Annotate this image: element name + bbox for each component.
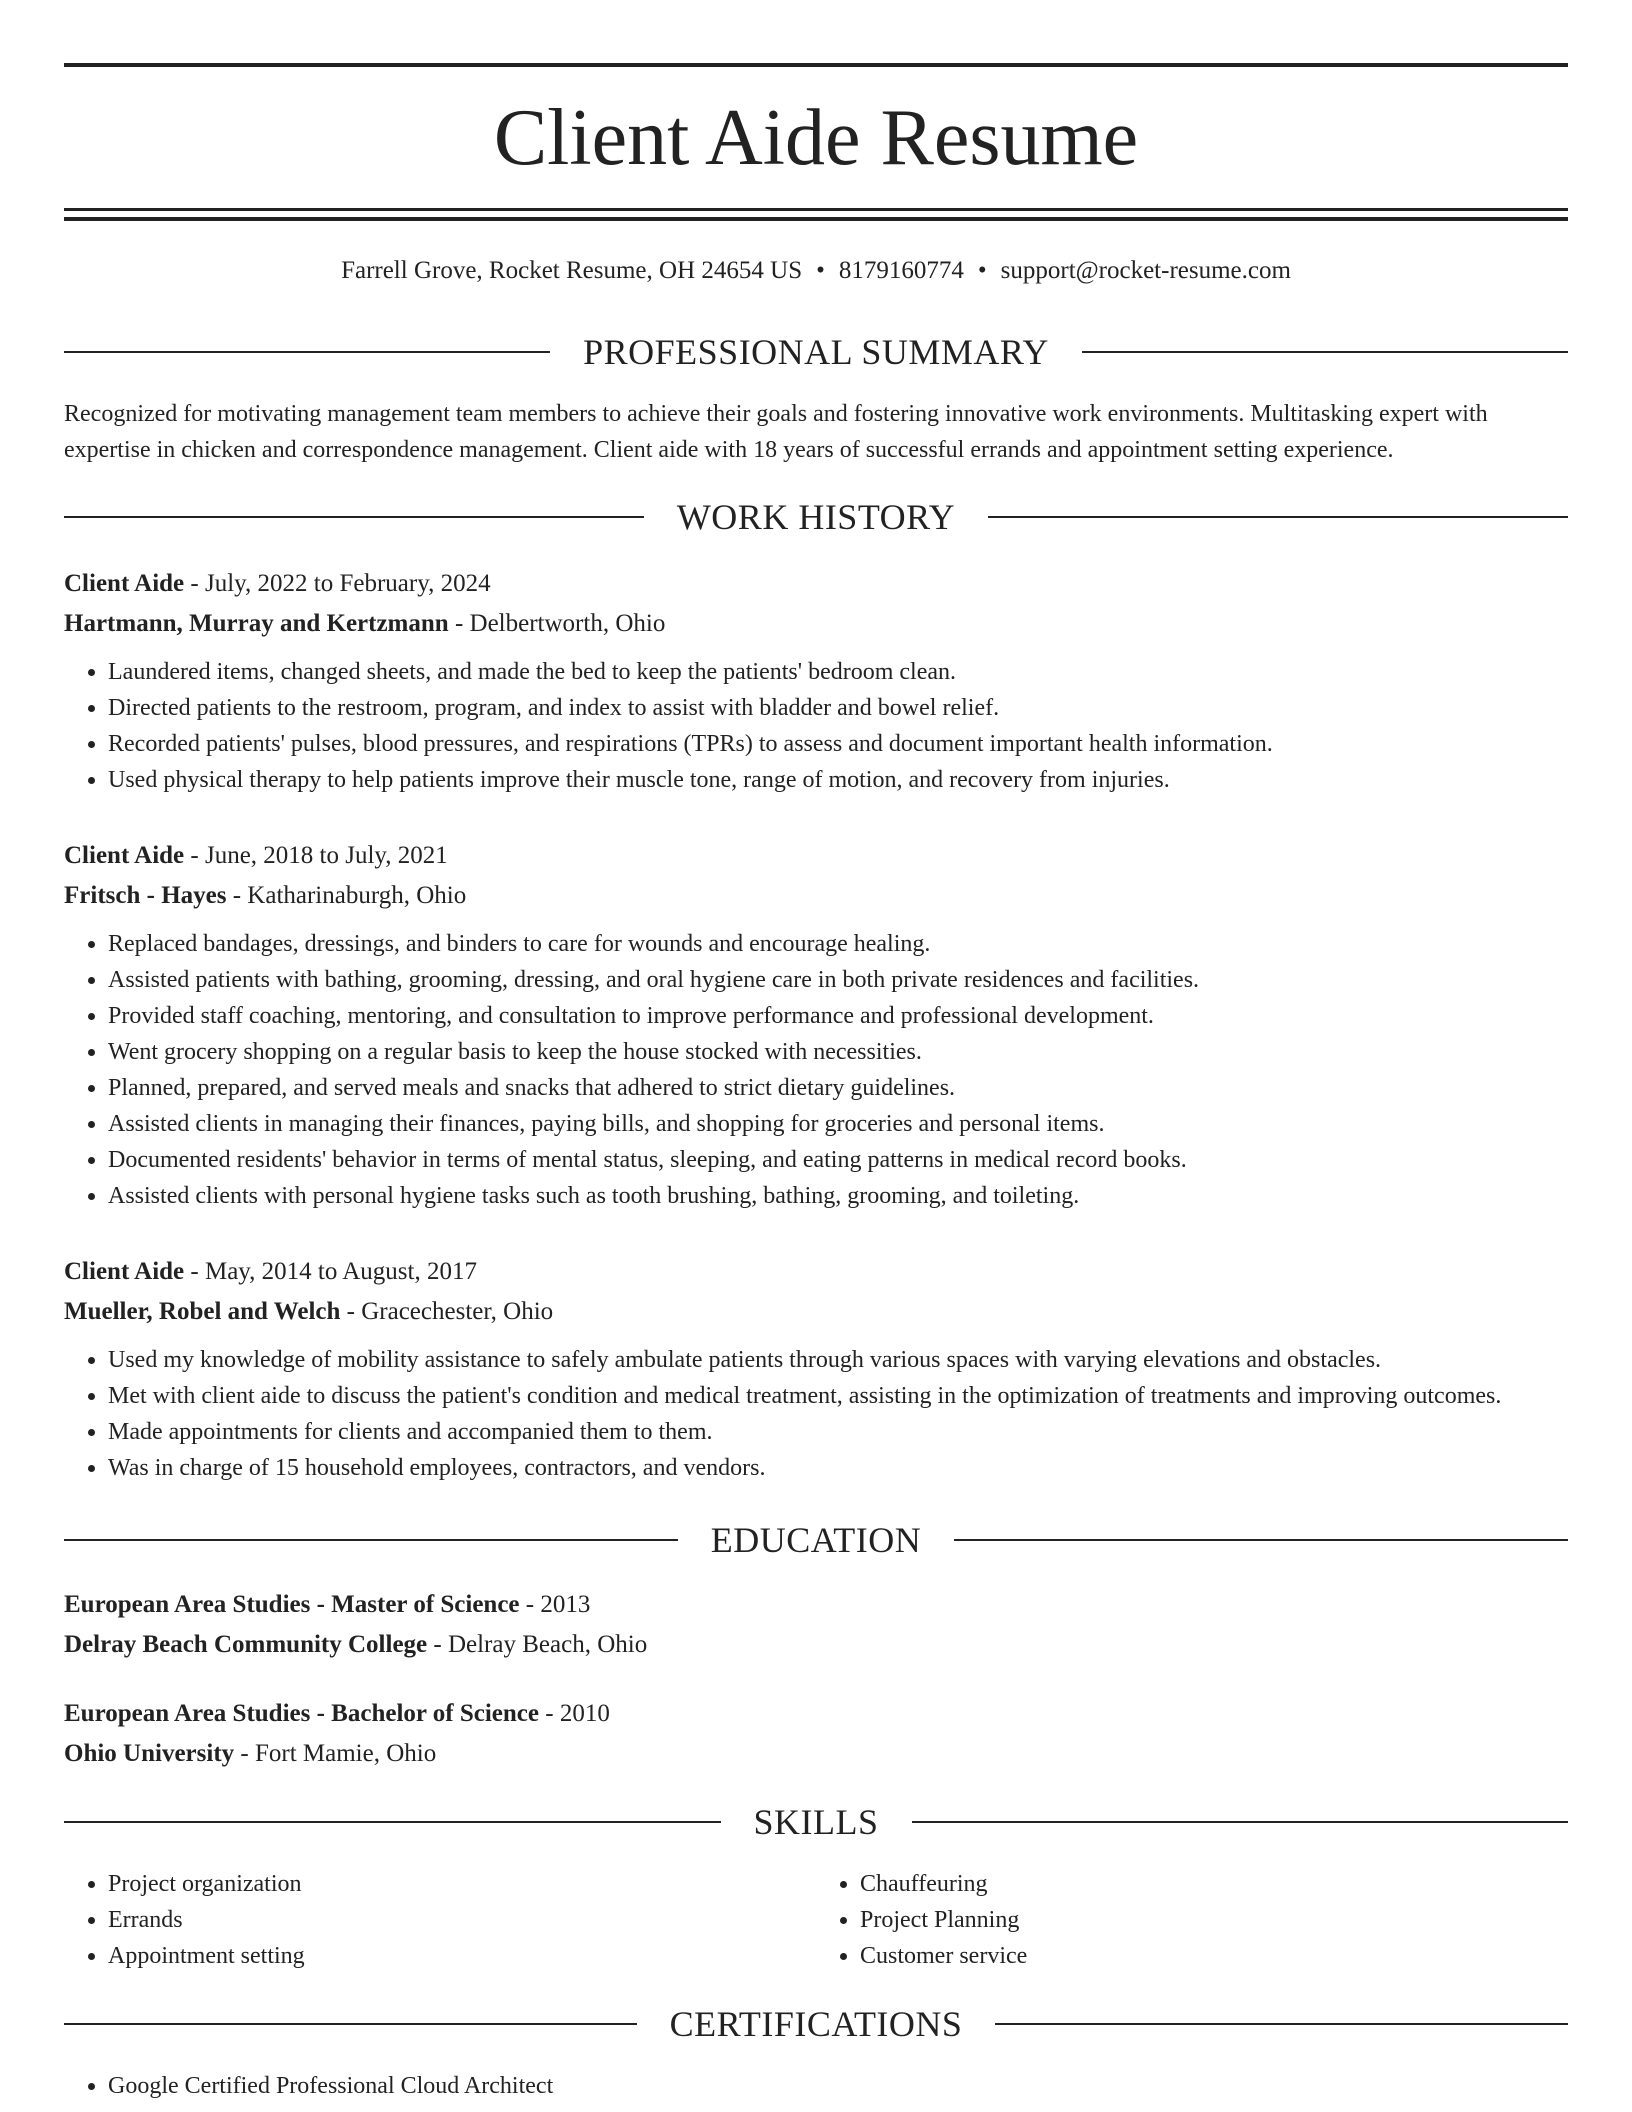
skills-column-left [64, 1866, 816, 1974]
job-bullet: • Made appointments for clients and accompanied them to them. [108, 1414, 1568, 1450]
job-dates: - June, 2018 to July, 2021 [184, 842, 448, 869]
section-heading-skills [64, 1800, 1568, 1844]
skill-item: • Customer service [860, 1938, 1568, 1974]
skill-item: • Appointment setting [108, 1938, 816, 1974]
skill-item: • Errands [108, 1902, 816, 1938]
job-employer: Hartmann, Murray and Kertzmann [64, 610, 449, 637]
skill-item: • Project Planning [860, 1902, 1568, 1938]
job-bullet: • Recorded patients' pulses, blood pressures, and respirations (TPRs) to assess and document important health information. [108, 726, 1568, 762]
job-location: - Gracechester, Ohio [340, 1298, 554, 1325]
contact-line [64, 254, 1568, 288]
heading-rule [954, 1539, 1568, 1541]
heading-rule [64, 516, 644, 518]
job-bullets [64, 1342, 1568, 1486]
education-entry [64, 1585, 1568, 1665]
heading-rule [912, 1821, 1569, 1823]
job-location: - Katharinaburgh, Ohio [226, 882, 467, 909]
education-degree: European Area Studies - Master of Science [64, 1591, 520, 1618]
summary-text: Recognized for motivating management team members to achieve their goals and fostering innovative work environments. Multitasking expert with expertise in chicken and correspondence management. Client aide with 18 years of successful errands and appointment setting experience. [64, 401, 1488, 463]
contact-phone: 8179160774 [838, 257, 964, 284]
education-degree: European Area Studies - Bachelor of Science [64, 1700, 539, 1727]
section-heading-label: EDUCATION [710, 1520, 922, 1560]
section-heading-label: CERTIFICATIONS [669, 2004, 963, 2044]
skills-column-right [816, 1866, 1568, 1974]
education-location: - Delray Beach, Ohio [427, 1631, 648, 1658]
job-bullet: • Met with client aide to discuss the patient's condition and medical treatment, assisting in the optimization of treatments and improving outcomes. [108, 1378, 1568, 1414]
job-bullet: • Assisted clients in managing their finances, paying bills, and shopping for groceries and personal items. [108, 1106, 1568, 1142]
job-bullet: • Planned, prepared, and served meals and snacks that adhered to strict dietary guidelines. [108, 1070, 1568, 1106]
section-heading-work-history [64, 495, 1568, 539]
education-year: - 2010 [539, 1700, 610, 1727]
job-role: Client Aide [64, 570, 185, 597]
heading-rule [64, 2023, 637, 2025]
section-heading-label: SKILLS [753, 1802, 879, 1842]
resume-title: Client Aide Resume [493, 94, 1139, 182]
job-entry [64, 836, 1568, 1214]
heading-rule [64, 1539, 678, 1541]
education-degree-line [64, 1694, 1568, 1734]
education-year: - 2013 [519, 1591, 591, 1618]
job-bullets [64, 926, 1568, 1214]
skill-item: • Chauffeuring [860, 1866, 1568, 1902]
job-bullet: • Directed patients to the restroom, program, and index to assist with bladder and bowel relief. [108, 690, 1568, 726]
education-location: - Fort Mamie, Ohio [234, 1740, 437, 1767]
job-bullet: • Provided staff coaching, mentoring, and consultation to improve performance and professional development. [108, 998, 1568, 1034]
job-bullet: • Replaced bandages, dressings, and binders to care for wounds and encourage healing. [108, 926, 1568, 962]
heading-rule [988, 516, 1568, 518]
section-heading-summary [64, 330, 1568, 374]
job-entry [64, 1252, 1568, 1486]
section-heading-certifications [64, 2002, 1568, 2046]
heading-rule [64, 1821, 721, 1823]
job-title-line [64, 836, 1568, 876]
job-bullet: • Laundered items, changed sheets, and made the bed to keep the patients' bedroom clean. [108, 654, 1568, 690]
job-title-line [64, 564, 1568, 604]
certification-bullets [64, 2068, 1568, 2104]
top-rule [64, 63, 1568, 67]
heading-rule [64, 351, 550, 353]
skills-list [64, 1866, 1568, 1974]
section-heading-education [64, 1518, 1568, 1562]
job-bullet: • Assisted clients with personal hygiene tasks such as tooth brushing, bathing, grooming, and toileting. [108, 1178, 1568, 1214]
job-employer: Fritsch - Hayes [64, 882, 227, 909]
education-degree-line [64, 1585, 1568, 1625]
job-bullets [64, 654, 1568, 798]
education-school: Delray Beach Community College [64, 1631, 428, 1658]
certification-item: • Google Certified Professional Cloud Architect [108, 2068, 1568, 2104]
education-school: Ohio University [64, 1740, 235, 1767]
certifications-list [64, 2068, 1568, 2104]
heading-rule [1082, 351, 1568, 353]
job-bullet: • Used physical therapy to help patients improve their muscle tone, range of motion, and recovery from injuries. [108, 762, 1568, 798]
section-heading-label: WORK HISTORY [676, 497, 956, 537]
education-entry [64, 1694, 1568, 1774]
contact-email: support@rocket-resume.com [1000, 257, 1291, 284]
job-employer-line [64, 1292, 1568, 1332]
section-heading-label: PROFESSIONAL SUMMARY [583, 332, 1049, 372]
job-location: - Delbertworth, Ohio [448, 610, 666, 637]
job-entry [64, 564, 1568, 798]
job-dates: - July, 2022 to February, 2024 [184, 570, 491, 597]
contact-separator: • [977, 257, 987, 284]
contact-address: Farrell Grove, Rocket Resume, OH 24654 US [341, 257, 803, 284]
job-role: Client Aide [64, 1258, 185, 1285]
job-employer-line [64, 876, 1568, 916]
skill-item: • Project organization [108, 1866, 816, 1902]
job-bullet: • Was in charge of 15 household employees, contractors, and vendors. [108, 1450, 1568, 1486]
job-employer-line [64, 604, 1568, 644]
education-school-line [64, 1625, 1568, 1665]
job-bullet: • Assisted patients with bathing, grooming, dressing, and oral hygiene care in both private residences and facilities. [108, 962, 1568, 998]
job-bullet: • Documented residents' behavior in terms of mental status, sleeping, and eating patterns in medical record books. [108, 1142, 1568, 1178]
job-title-line [64, 1252, 1568, 1292]
job-bullet: • Went grocery shopping on a regular basis to keep the house stocked with necessities. [108, 1034, 1568, 1070]
contact-separator: • [816, 257, 825, 284]
title-double-rule [64, 208, 1568, 221]
job-role: Client Aide [64, 842, 185, 869]
job-bullet: • Used my knowledge of mobility assistance to safely ambulate patients through various spaces with varying elevations and obstacles. [108, 1342, 1568, 1378]
education-school-line [64, 1734, 1568, 1774]
job-employer: Mueller, Robel and Welch [64, 1298, 341, 1325]
job-dates: - May, 2014 to August, 2017 [184, 1258, 477, 1285]
heading-rule [995, 2023, 1568, 2025]
